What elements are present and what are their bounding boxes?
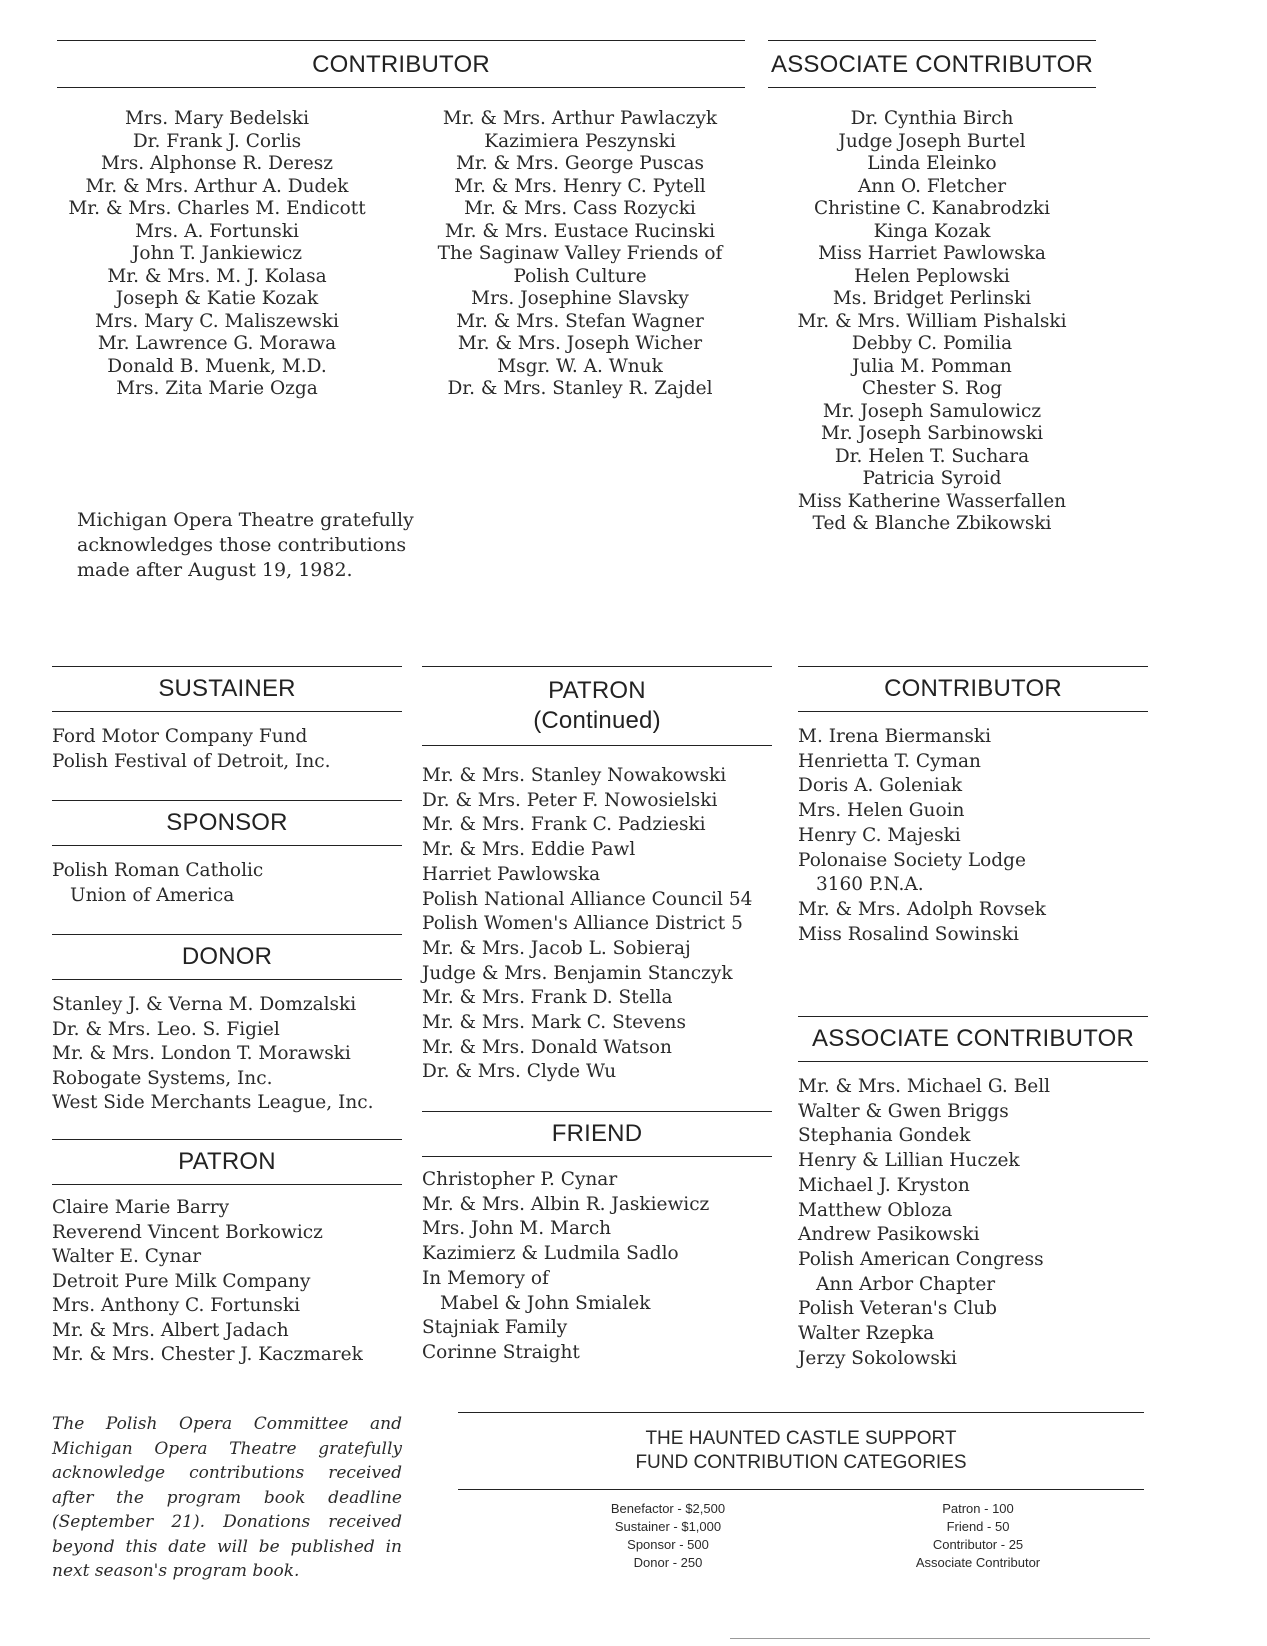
list-item: Union of America (70, 884, 235, 906)
list-item: Dr. & Mrs. Clyde Wu (422, 1061, 617, 1083)
list-item: Ann O. Fletcher (857, 175, 1007, 197)
list-item: Mr. & Mrs. Stanley Nowakowski (422, 765, 727, 786)
list-item: Dr. Frank J. Corlis (132, 130, 302, 152)
list-item: Andrew Pasikowski (798, 1224, 980, 1246)
list-item: Mr. & Mrs. Albin R. Jaskiewicz (422, 1193, 710, 1215)
fund-heading-line1: THE HAUNTED CASTLE SUPPORT (645, 1428, 957, 1449)
list-item: Kazimiera Peszynski (484, 130, 676, 152)
list-item: Mr. & Mrs. Charles M. Endicott (68, 198, 366, 219)
list-item: Mr. & Mrs. Joseph Wicher (457, 333, 703, 354)
list-item: Mr. & Mrs. Eddie Pawl (422, 839, 636, 861)
list-item: Polish American Congress (798, 1248, 1044, 1270)
fund-category: Donor - 250 (633, 1555, 703, 1570)
bottom-associate-heading: ASSOCIATE CONTRIBUTOR (798, 1016, 1148, 1062)
list-item: The Saginaw Valley Friends of (437, 243, 723, 264)
donor-section (52, 934, 402, 1116)
list-item: Mrs. Mary Bedelski (124, 108, 310, 129)
list-item: Judge & Mrs. Benjamin Stanczyk (422, 962, 733, 984)
list-item: Mr. & Mrs. Albert Jadach (52, 1319, 289, 1341)
sponsor-section (52, 800, 402, 908)
fund-left-list (548, 1500, 788, 1572)
list-item: Henrietta T. Cyman (798, 750, 981, 772)
bottom-edge-rule (730, 1638, 1150, 1639)
list-item: Mr. & Mrs. Adolph Rovsek (798, 898, 1046, 920)
fund-category: Sustainer - $1,000 (614, 1519, 722, 1534)
fund-category: Sponsor - 500 (627, 1537, 709, 1552)
sustainer-section (52, 666, 402, 774)
list-item: Msgr. W. A. Wnuk (497, 355, 663, 377)
list-item: Kinga Kozak (873, 220, 991, 242)
list-item: Chester S. Rog (861, 378, 1003, 399)
bottom-associate-section (798, 1016, 1148, 1371)
list-item: 3160 P.N.A. (816, 874, 924, 896)
list-item: Mabel & John Smialek (440, 1292, 651, 1314)
list-item: Ann Arbor Chapter (816, 1273, 996, 1295)
list-item: Mr. & Mrs. Chester J. Kaczmarek (52, 1344, 363, 1365)
polish-opera-committee-note: The Polish Opera Committee and Michigan Opera Theatre gratefully acknowledge contributions received after the program book deadline (September 21). Donations received beyond this date will be published in next season's program book. (52, 1414, 402, 1581)
list-item: Mr. & Mrs. Henry C. Pytell (454, 175, 706, 197)
bottom-contributor-heading: CONTRIBUTOR (798, 666, 1148, 712)
list-item: Claire Marie Barry (52, 1197, 230, 1218)
list-item: Mrs. John M. March (422, 1218, 612, 1240)
list-item: Patricia Syroid (862, 468, 1002, 489)
list-item: Dr. & Mrs. Leo. S. Figiel (52, 1018, 280, 1040)
list-item: Debby C. Pomilia (851, 333, 1013, 354)
top-associate-list (768, 108, 1096, 536)
list-item: Ted & Blanche Zbikowski (812, 513, 1052, 534)
patron-continued-heading-line2: (Continued) (533, 707, 661, 734)
sustainer-heading: SUSTAINER (52, 666, 402, 712)
list-item: Mr. Joseph Sarbinowski (821, 423, 1043, 444)
fund-right-list (858, 1500, 1098, 1572)
list-item: Mr. & Mrs. Cass Rozycki (464, 198, 696, 219)
list-item: Mr. & Mrs. Frank C. Padzieski (422, 814, 706, 836)
fund-categories-section (458, 1412, 1144, 1590)
list-item: Mr. & Mrs. London T. Morawski (52, 1043, 351, 1064)
list-item: Walter & Gwen Briggs (798, 1100, 1009, 1122)
list-item: Helen Peplowski (854, 265, 1010, 287)
list-item: Ms. Bridget Perlinski (832, 288, 1032, 309)
list-item: West Side Merchants League, Inc. (52, 1092, 374, 1113)
sponsor-heading: SPONSOR (52, 800, 402, 846)
patron-continued-heading (422, 666, 772, 746)
list-item: Detroit Pure Milk Company (52, 1270, 311, 1292)
fund-category: Contributor - 25 (932, 1537, 1024, 1552)
list-item: Mrs. Zita Marie Ozga (116, 378, 318, 399)
list-item: Henry C. Majeski (798, 824, 961, 846)
fund-category: Friend - 50 (946, 1519, 1010, 1534)
list-item: Judge Joseph Burtel (838, 130, 1026, 152)
list-item: Kazimierz & Ludmila Sadlo (422, 1243, 679, 1265)
top-associate-heading: ASSOCIATE CONTRIBUTOR (768, 40, 1096, 88)
list-item: Miss Katherine Wasserfallen (797, 490, 1067, 512)
list-item: In Memory of (422, 1267, 549, 1289)
list-item: Stajniak Family (422, 1317, 568, 1339)
list-item: Walter Rzepka (798, 1323, 935, 1345)
list-item: John T. Jankiewicz (132, 243, 302, 264)
list-item: Christine C. Kanabrodzki (813, 198, 1050, 219)
top-contributor-heading: CONTRIBUTOR (57, 40, 745, 88)
list-item: Mrs. Alphonse R. Deresz (101, 153, 333, 174)
list-item: Mr. & Mrs. Donald Watson (422, 1036, 672, 1058)
fund-category: Associate Contributor (915, 1555, 1041, 1570)
list-item: Polish Veteran's Club (798, 1298, 998, 1320)
list-item: Mr. & Mrs. William Pishalski (797, 310, 1067, 332)
list-item: Polish National Alliance Council 54 (422, 888, 753, 910)
fund-category: Patron - 100 (942, 1501, 1014, 1516)
list-item: Linda Eleinko (867, 153, 997, 174)
list-item: Mr. & Mrs. Stefan Wagner (456, 310, 704, 332)
list-item: Henry & Lillian Huczek (798, 1150, 1020, 1172)
list-item: Corinne Straight (422, 1341, 580, 1363)
list-item: Mr. Lawrence G. Morawa (97, 333, 337, 354)
top-contributor-section (57, 40, 745, 88)
list-item: Joseph & Katie Kozak (115, 288, 319, 309)
fund-heading-line2: FUND CONTRIBUTION CATEGORIES (635, 1452, 967, 1473)
list-item: Dr. Helen T. Suchara (834, 445, 1030, 467)
patron-continued-heading-line1: PATRON (548, 677, 646, 704)
list-item: Mr. & Mrs. Frank D. Stella (422, 987, 673, 1009)
list-item: Stephania Gondek (798, 1125, 971, 1147)
list-item: Mr. & Mrs. Jacob L. Sobieraj (422, 937, 691, 959)
list-item: Mr. Joseph Samulowicz (822, 400, 1042, 422)
fund-categories-heading (458, 1412, 1144, 1490)
fund-category: Benefactor - $2,500 (610, 1501, 726, 1516)
list-item: Harriet Pawlowska (422, 863, 601, 885)
list-item: Polish Women's Alliance District 5 (422, 913, 743, 935)
patron-heading: PATRON (52, 1139, 402, 1185)
list-item: Mr. & Mrs. M. J. Kolasa (107, 265, 327, 287)
list-item: Matthew Obloza (798, 1199, 953, 1221)
list-item: Julia M. Pomman (852, 355, 1012, 377)
list-item: Mr. & Mrs. Mark C. Stevens (422, 1012, 686, 1034)
list-item: Stanley J. & Verna M. Domzalski (52, 994, 357, 1015)
bottom-contributor-section (798, 666, 1148, 947)
friend-section (422, 1111, 772, 1366)
list-item: Walter E. Cynar (52, 1246, 202, 1267)
list-item: Polish Roman Catholic (52, 860, 264, 881)
list-item: Ford Motor Company Fund (52, 726, 308, 747)
list-item: Mrs. Anthony C. Fortunski (52, 1295, 300, 1316)
list-item: Mrs. Mary C. Maliszewski (95, 310, 339, 332)
list-item: Reverend Vincent Borkowicz (52, 1221, 323, 1243)
list-item: Mr. & Mrs. Michael G. Bell (798, 1076, 1051, 1097)
list-item: Dr. & Mrs. Stanley R. Zajdel (447, 378, 713, 399)
patron-section (52, 1139, 402, 1368)
donor-heading: DONOR (52, 934, 402, 980)
list-item: Mrs. A. Fortunski (135, 220, 299, 242)
top-contributor-col1 (57, 108, 377, 401)
list-item: Mr. & Mrs. Eustace Rucinski (444, 220, 716, 242)
list-item: Jerzy Sokolowski (798, 1347, 957, 1369)
list-item: Miss Harriet Pawlowska (818, 243, 1046, 264)
list-item: Michael J. Kryston (798, 1174, 970, 1196)
list-item: Mr. & Mrs. Arthur Pawlaczyk (442, 108, 718, 129)
list-item: Miss Rosalind Sowinski (798, 923, 1019, 945)
patron-continued-section (422, 666, 772, 1085)
list-item: Mrs. Helen Guoin (798, 800, 965, 822)
list-item: Dr. & Mrs. Peter F. Nowosielski (422, 789, 718, 811)
list-item: Christopher P. Cynar (422, 1169, 618, 1190)
friend-heading: FRIEND (422, 1111, 772, 1157)
list-item: Polish Culture (513, 265, 647, 287)
top-contributor-col2 (420, 108, 740, 401)
late-contributions-note: Michigan Opera Theatre gratefully acknowledges those contributions made after August 19, 1982. (77, 509, 414, 581)
top-associate-section (768, 40, 1096, 88)
list-item: Dr. Cynthia Birch (850, 108, 1014, 129)
list-item: M. Irena Biermanski (798, 726, 992, 747)
list-item: Polonaise Society Lodge (798, 849, 1026, 871)
list-item: Mr. & Mrs. Arthur A. Dudek (85, 175, 349, 197)
list-item: Doris A. Goleniak (798, 775, 963, 797)
list-item: Mr. & Mrs. George Puscas (455, 153, 705, 174)
list-item: Polish Festival of Detroit, Inc. (52, 750, 331, 772)
list-item: Mrs. Josephine Slavsky (471, 288, 689, 309)
list-item: Robogate Systems, Inc. (52, 1067, 273, 1089)
list-item: Donald B. Muenk, M.D. (107, 355, 327, 377)
